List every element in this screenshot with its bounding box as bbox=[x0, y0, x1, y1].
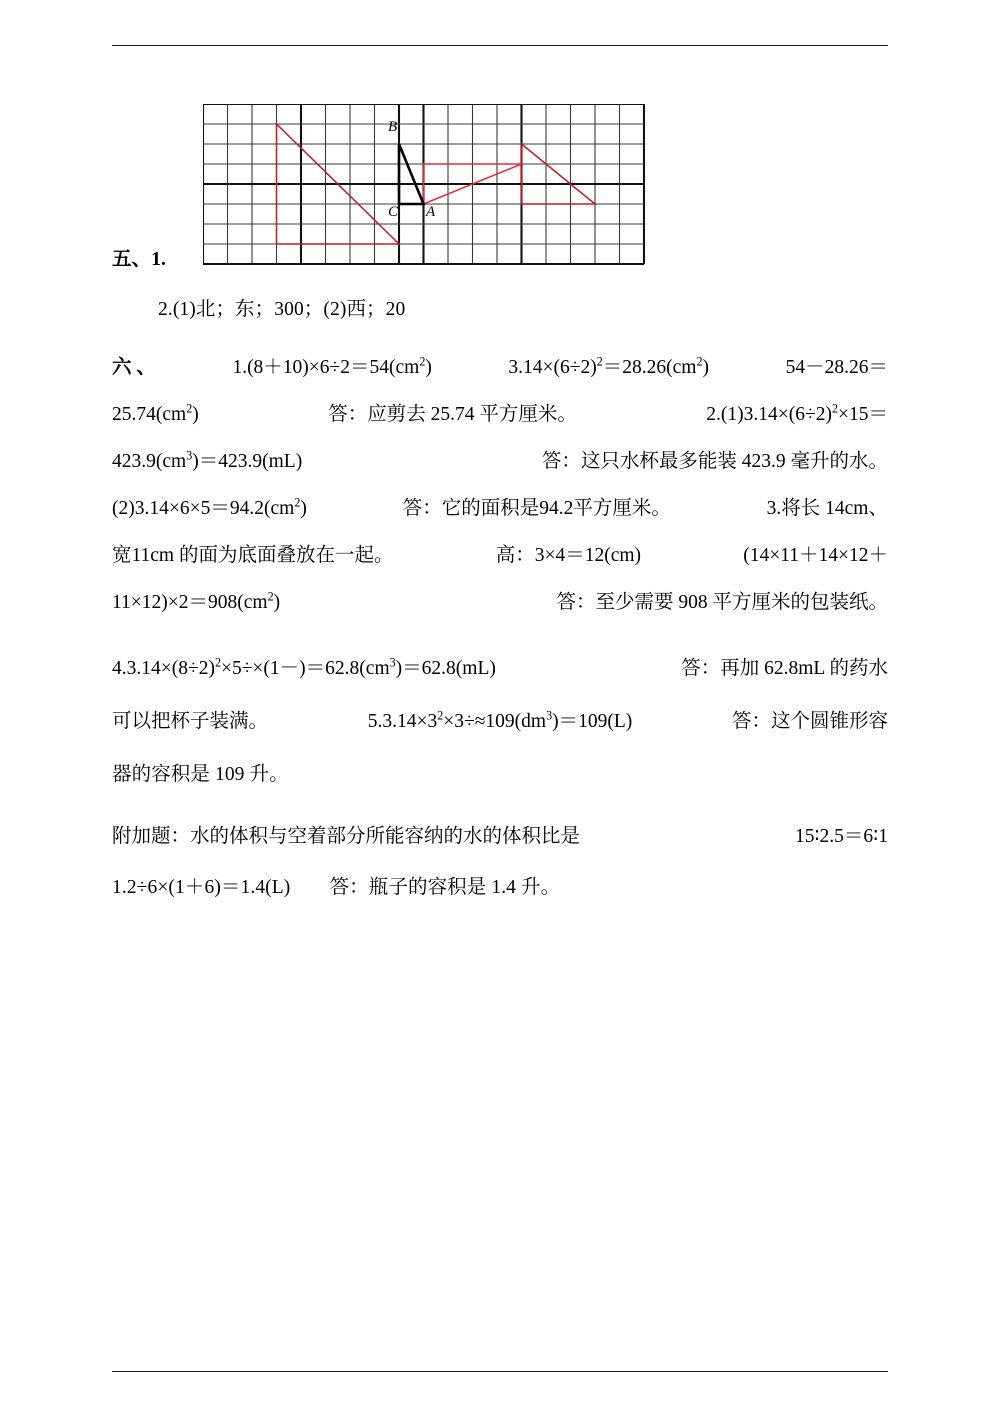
six-l7-part-b: 答：再加 62.8mL 的药水 bbox=[681, 658, 888, 679]
section-five-label: 五、1. bbox=[112, 249, 167, 270]
section-six-line-7 bbox=[112, 655, 888, 679]
point-label-C: C bbox=[387, 204, 398, 220]
section-six-line-9: 器的容积是 109 升。 bbox=[112, 764, 289, 785]
six-l1-part-a: $1.(8+10)\times 6\div 2=54(cm^2)$ bbox=[232, 354, 432, 378]
header-rule bbox=[112, 45, 888, 46]
footer-rule bbox=[112, 1371, 888, 1372]
six-l8-part-a: 可以把杯子装满。 bbox=[112, 711, 269, 732]
six-l4-part-c: 3.将长 14cm、 bbox=[766, 498, 888, 519]
six-l4-part-b: 答：它的面积是94.2平方厘米。 bbox=[402, 498, 671, 519]
right-triangle bbox=[522, 144, 596, 204]
six-l5-part-c: (14×11＋14×12＋ bbox=[743, 545, 888, 566]
extra-question-line-1 bbox=[112, 827, 888, 847]
section-six-line-8 bbox=[112, 708, 888, 732]
triangle-abc bbox=[399, 144, 424, 204]
six-l1-part-b: $3.14\times(6\div 2)^2=28.26(cm^2)$ bbox=[508, 354, 710, 378]
six-l7-part-a: $4.3.14\times(8\div 2)^2\times 5\div\times(1-)=62.8(cm^3)=62.8(mL)$ bbox=[112, 655, 496, 679]
black-triangle bbox=[399, 144, 424, 204]
point-label-B: B bbox=[387, 119, 398, 135]
six-l1-part-c: 54－28.26＝ bbox=[785, 357, 888, 378]
section-six-line-3 bbox=[112, 448, 888, 472]
six-l8-part-c: 答：这个圆锥形容 bbox=[731, 711, 888, 732]
six-l3-part-b: 答：这只水杯最多能装 423.9 毫升的水。 bbox=[541, 451, 888, 472]
section-six-line-5 bbox=[112, 546, 888, 566]
extra-question-ratio: 15∶2.5＝6∶1 bbox=[794, 826, 888, 847]
six-l3-part-a: $423.9(cm^3)=423.9(mL)$ bbox=[112, 448, 303, 472]
geometry-grid-figure bbox=[203, 104, 645, 265]
grid-svg bbox=[203, 104, 645, 265]
section-six-line-1 bbox=[112, 354, 888, 378]
extra-question-line-2: 1.2÷6×(1＋6)＝1.4(L) 答：瓶子的容积是 1.4 升。 bbox=[112, 877, 561, 898]
six-l5-part-a: 宽11cm 的面为底面叠放在一起。 bbox=[112, 545, 394, 566]
section-six-line-4 bbox=[112, 495, 888, 519]
section-six-line-2 bbox=[112, 401, 888, 425]
point-label-A: A bbox=[425, 204, 436, 220]
six-l2-part-a: $25.74(cm^2)$ bbox=[112, 401, 199, 425]
section-six-label: 六 、 bbox=[112, 357, 156, 378]
extra-question-text: 附加题：水的体积与空着部分所能容纳的水的体积比是 bbox=[112, 826, 581, 847]
six-l8-part-b: $5.3.14\times 3^2\times 3\div\approx 109(dm^3)=109(L)$ bbox=[367, 708, 633, 732]
six-l4-part-a: $(2)3.14\times 6\times 5=94.2(cm^2)$ bbox=[112, 495, 307, 519]
six-l5-part-b: 高：3×4＝12(cm) bbox=[495, 545, 642, 566]
section-five-item-2: 2.(1)北；东；300；(2)西；20 bbox=[158, 299, 406, 320]
six-l6-part-a: $11\times 12)\times 2=908(cm^2)$ bbox=[112, 589, 281, 613]
six-l2-part-b: 答：应剪去 25.74 平方厘米。 bbox=[328, 404, 577, 425]
section-six-line-6 bbox=[112, 589, 888, 613]
six-l2-part-c: $2.(1)3.14\times(6\div 2)^2\times 15=$ bbox=[706, 401, 888, 425]
six-l6-part-b: 答：至少需要 908 平方厘米的包装纸。 bbox=[556, 592, 888, 613]
